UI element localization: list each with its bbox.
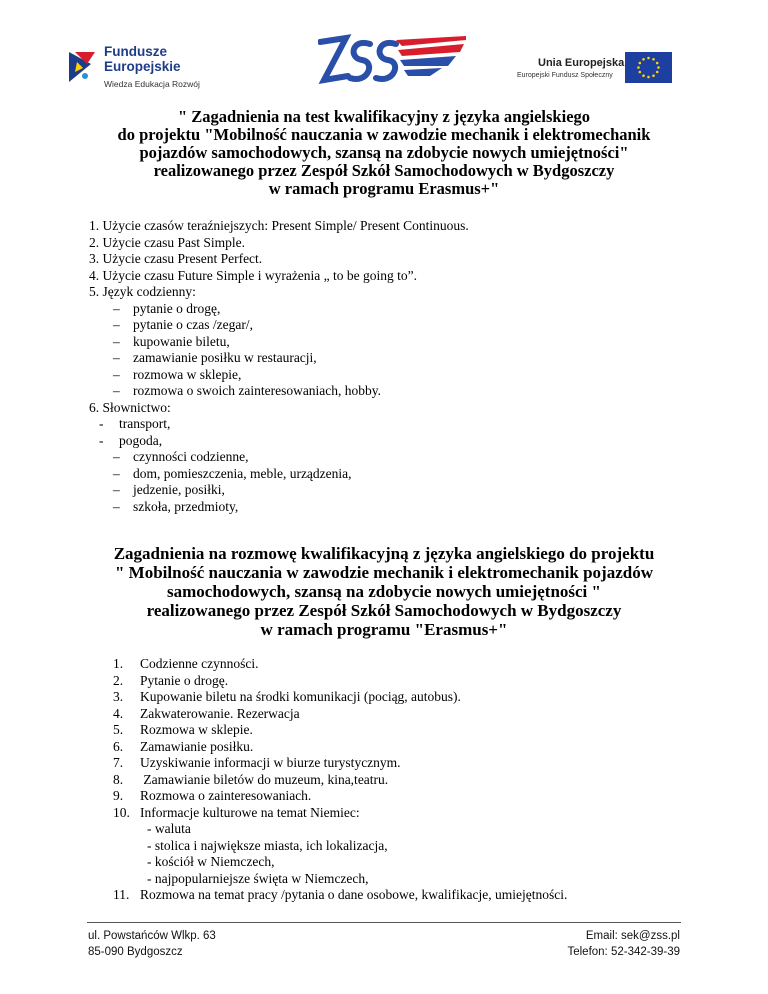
section1-list	[89, 218, 469, 515]
list-item: 7. Uzyskiwanie informacji w biurze turystycznym.	[113, 755, 401, 770]
section2-list	[113, 656, 567, 904]
sub-list-item: – pytanie o czas /zegar/,	[113, 317, 253, 332]
sub-list-item: – dom, pomieszczenia, meble, urządzenia,	[113, 465, 352, 481]
list-item: 3. Użycie czasu Present Perfect.	[89, 251, 263, 266]
sub-list-item: - transport,	[99, 416, 171, 431]
sub-list-item: - pogoda,	[99, 432, 163, 448]
sub-list-item: – kupowanie biletu,	[113, 333, 230, 349]
sub-list-item: – szkoła, przedmioty,	[113, 498, 239, 514]
header-logos	[0, 0, 768, 110]
sub-list-item: – rozmowa w sklepie,	[113, 366, 242, 382]
ue-logo-subtitle: Europejski Fundusz Społeczny	[517, 72, 613, 79]
list-item: 8. Zamawianie biletów do muzeum, kina,teatru.	[113, 771, 389, 787]
zss-school-logo-icon	[318, 30, 468, 92]
sub-list-item: – zamawianie posiłku w restauracji,	[113, 350, 317, 365]
section2-title: Zagadnienia na rozmowę kwalifikacyjną z języka angielskiego do projektu " Mobilność nauczania w zawodzie mechanik i elektromechanik pojazdów samochodowych, szansą na zdobycie nowych umiejętności " realizowanego przez Zespół Szkół Samochodowych w Bydgoszczy w ramach programu "Erasmus+"	[113, 544, 655, 639]
list-item: 2. Użycie czasu Past Simple.	[89, 234, 245, 250]
footer-phone: Telefon: 52-342-39-39	[567, 946, 680, 958]
list-item: 11. Rozmowa na temat pracy /pytania o dane osobowe, kwalifikacje, umiejętności.	[113, 887, 568, 902]
footer-address: ul. Powstańców Wlkp. 63 85-090 Bydgoszcz	[88, 930, 216, 958]
fe-logo-subtitle: Wiedza Edukacja Rozwój	[104, 79, 200, 89]
footer-contact	[567, 928, 680, 960]
list-item: 1. Użycie czasów teraźniejszych: Present Simple/ Present Continuous.	[89, 218, 469, 233]
list-item: 5. Rozmowa w sklepie.	[113, 722, 253, 737]
list-item: 5. Język codzienny:	[89, 284, 196, 299]
list-item: 1. Codzienne czynności.	[113, 656, 259, 671]
list-item: 6. Słownictwo:	[89, 399, 171, 415]
list-item: 4. Użycie czasu Future Simple i wyrażenia „ to be going to”.	[89, 267, 418, 283]
eu-flag-icon	[625, 52, 672, 83]
footer-email[interactable]: Email: sek@zss.pl	[585, 930, 680, 942]
sub-list-item: - waluta	[147, 821, 191, 836]
sub-list-item: - kościół w Niemczech,	[147, 854, 275, 869]
fe-logo-text: Fundusze Europejskie	[104, 44, 181, 74]
list-item: 9. Rozmowa o zainteresowaniach.	[113, 788, 312, 803]
footer-divider	[87, 922, 681, 923]
sub-list-item: - najpopularniejsze święta w Niemczech,	[147, 870, 369, 886]
sub-list-item: – rozmowa o swoich zainteresowaniach, hobby.	[113, 383, 382, 398]
sub-list-item: – czynności codzienne,	[113, 449, 249, 464]
list-item: 10. Informacje kulturowe na temat Niemiec:	[113, 804, 360, 820]
list-item: 6. Zamawianie posiłku.	[113, 738, 254, 754]
list-item: 3. Kupowanie biletu na środki komunikacji (pociąg, autobus).	[113, 689, 461, 704]
list-item: 2. Pytanie o drogę.	[113, 672, 229, 688]
sub-list-item: – jedzenie, posiłki,	[113, 482, 225, 497]
ue-logo-text: Unia Europejska	[538, 57, 625, 69]
list-item: 4. Zakwaterowanie. Rezerwacja	[113, 705, 300, 721]
sub-list-item: - stolica i największe miasta, ich lokalizacja,	[147, 837, 388, 853]
section1-title: " Zagadnienia na test kwalifikacyjny z języka angielskiego do projektu "Mobilność nauczania w zawodzie mechanik i elektromechanik pojazdów samochodowych, szansą na zdobycie nowych umiejętności" realizowanego przez Zespół Szkół Samochodowych w Bydgoszczy w ramach programu Erasmus+"	[117, 107, 651, 198]
sub-list-item: – pytanie o drogę,	[113, 300, 221, 316]
